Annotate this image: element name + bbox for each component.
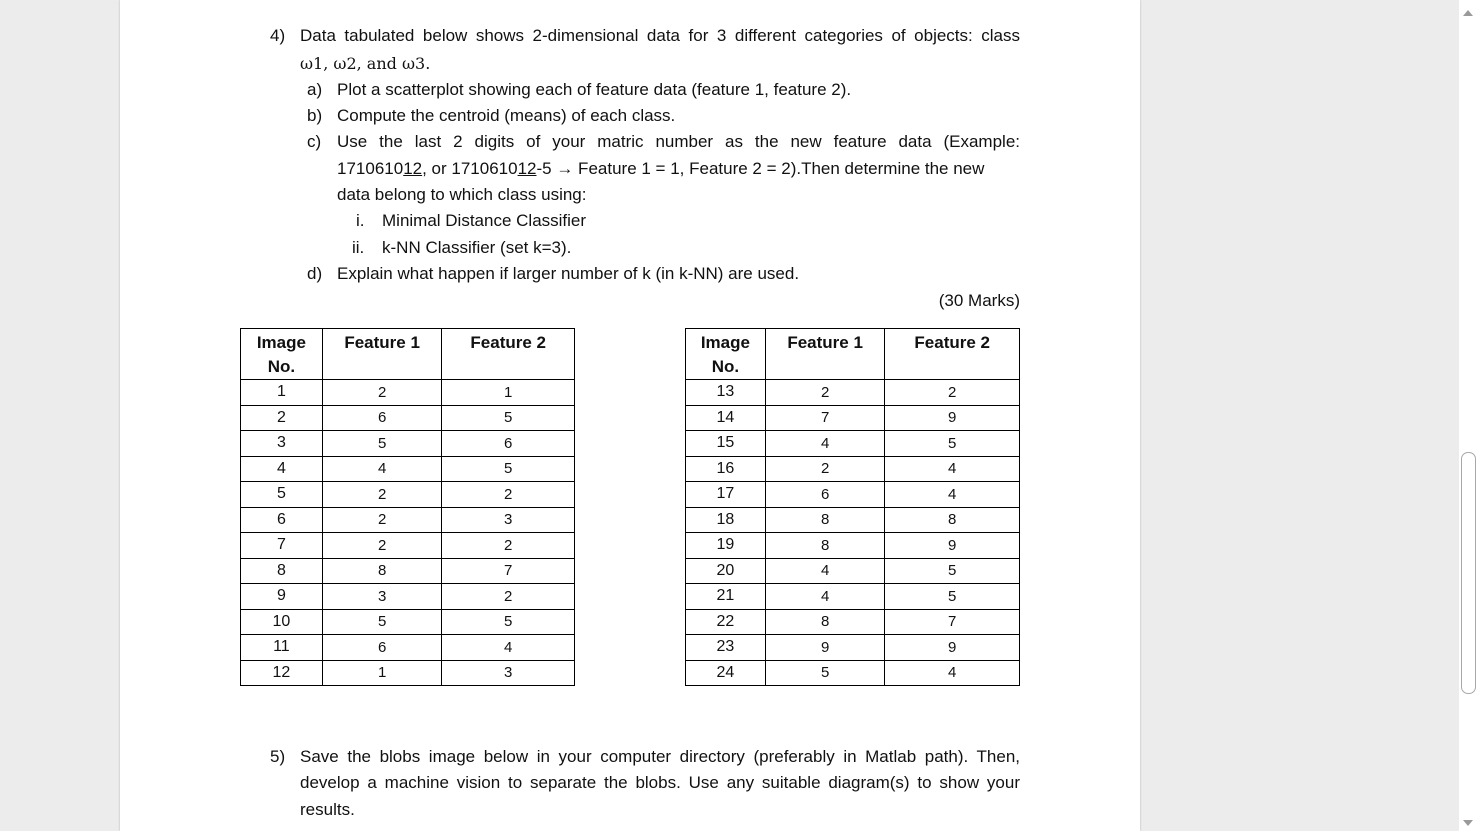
table-row (241, 507, 575, 533)
part-c-text: Use the last 2 digits of your matric number as the new feature data (Example: (337, 132, 1020, 151)
header-feature-1: Feature 1 (765, 329, 885, 380)
header-image-no: Image No. (686, 329, 766, 380)
marks-label: (30 Marks) (938, 291, 1020, 310)
feature-2-cell: 8 (885, 507, 1020, 533)
feature-1-cell: 3 (322, 584, 442, 610)
image-no-cell: 12 (241, 660, 323, 686)
feature-1-cell: 2 (322, 533, 442, 559)
image-no-cell: 18 (686, 507, 766, 533)
scroll-down-arrow-icon[interactable] (1463, 820, 1473, 826)
image-no-cell: 7 (241, 533, 323, 559)
image-no-cell: 8 (241, 558, 323, 584)
image-no-cell: 4 (241, 456, 323, 482)
feature-2-cell: 2 (885, 380, 1020, 406)
table-header-row (686, 329, 1020, 380)
feature-2-cell: 2 (442, 584, 575, 610)
scrollbar-thumb[interactable] (1461, 452, 1476, 694)
image-no-cell: 16 (686, 456, 766, 482)
feature-1-cell: 2 (322, 482, 442, 508)
feature-1-cell: 8 (765, 507, 885, 533)
header-feature-2: Feature 2 (885, 329, 1020, 380)
subpart-i-text: Minimal Distance Classifier (382, 211, 587, 230)
image-no-cell: 10 (241, 609, 323, 635)
feature-1-cell: 4 (322, 456, 442, 482)
example-digits-2: 12 (517, 159, 537, 178)
feature-1-cell: 2 (322, 507, 442, 533)
table-row (686, 456, 1020, 482)
document-page (120, 0, 1140, 831)
data-table-right (685, 328, 1020, 686)
feature-1-cell: 8 (765, 533, 885, 559)
subpart-i-label: i. (356, 211, 365, 230)
image-no-cell: 9 (241, 584, 323, 610)
image-no-cell: 17 (686, 482, 766, 508)
table-row (241, 609, 575, 635)
feature-2-cell: 2 (442, 482, 575, 508)
feature-2-cell: 3 (442, 507, 575, 533)
example-prefix-1: 1710610 (337, 159, 404, 178)
feature-2-cell: 5 (885, 584, 1020, 610)
header-feature-1: Feature 1 (322, 329, 442, 380)
image-no-cell: 23 (686, 635, 766, 661)
table-row (686, 405, 1020, 431)
image-no-cell: 14 (686, 405, 766, 431)
image-no-cell: 21 (686, 584, 766, 610)
part-a-label: a) (307, 80, 323, 99)
image-no-cell: 19 (686, 533, 766, 559)
feature-2-cell: 6 (442, 431, 575, 457)
feature-1-cell: 4 (765, 431, 885, 457)
image-no-cell: 13 (686, 380, 766, 406)
feature-2-cell: 4 (885, 660, 1020, 686)
feature-2-cell: 9 (885, 533, 1020, 559)
feature-2-cell: 3 (442, 660, 575, 686)
data-table-left (240, 328, 575, 686)
feature-1-cell: 2 (765, 456, 885, 482)
table-row (241, 456, 575, 482)
question-4-intro-line2: ω1, ω2, and ω3. (300, 54, 431, 73)
table-row (241, 380, 575, 406)
feature-2-cell: 7 (442, 558, 575, 584)
image-no-cell: 1 (241, 380, 323, 406)
feature-1-cell: 4 (765, 584, 885, 610)
table-row (241, 533, 575, 559)
table-header-row (241, 329, 575, 380)
table-row (686, 584, 1020, 610)
question-5-number: 5) (270, 747, 286, 766)
part-c-line3: data belong to which class using: (337, 185, 587, 204)
feature-2-cell: 5 (442, 456, 575, 482)
table-row (241, 431, 575, 457)
feature-2-cell: 5 (442, 609, 575, 635)
image-no-cell: 3 (241, 431, 323, 457)
question-5-line1: Save the blobs image below in your computer directory (preferably in Matlab path). Then, (300, 747, 1020, 766)
feature-2-cell: 5 (885, 431, 1020, 457)
scroll-up-arrow-icon[interactable] (1463, 10, 1473, 16)
table-row (241, 584, 575, 610)
table-row (686, 558, 1020, 584)
feature-1-cell: 2 (322, 380, 442, 406)
part-b-label: b) (307, 106, 323, 125)
image-no-cell: 5 (241, 482, 323, 508)
feature-1-cell: 5 (765, 660, 885, 686)
part-d-label: d) (307, 264, 323, 283)
feature-1-cell: 1 (322, 660, 442, 686)
feature-2-cell: 9 (885, 405, 1020, 431)
table-row (241, 405, 575, 431)
image-no-cell: 24 (686, 660, 766, 686)
feature-1-cell: 6 (322, 635, 442, 661)
table-row (686, 660, 1020, 686)
table-row (686, 533, 1020, 559)
table-row (686, 482, 1020, 508)
feature-2-cell: 9 (885, 635, 1020, 661)
feature-2-cell: 4 (442, 635, 575, 661)
image-no-cell: 15 (686, 431, 766, 457)
feature-2-cell: 4 (885, 456, 1020, 482)
feature-1-cell: 4 (765, 558, 885, 584)
feature-1-cell: 6 (765, 482, 885, 508)
feature-1-cell: 7 (765, 405, 885, 431)
header-image-no: Image No. (241, 329, 323, 380)
feature-1-cell: 9 (765, 635, 885, 661)
question-5-line3: results. (300, 800, 355, 819)
question-5-line2: develop a machine vision to separate the blobs. Use any suitable diagram(s) to show your (300, 773, 1020, 792)
feature-1-cell: 8 (765, 609, 885, 635)
feature-2-cell: 1 (442, 380, 575, 406)
part-c-label: c) (307, 132, 322, 151)
table-row (686, 431, 1020, 457)
feature-1-cell: 5 (322, 431, 442, 457)
feature-1-cell: 5 (322, 609, 442, 635)
part-a-text: Plot a scatterplot showing each of feature data (feature 1, feature 2). (337, 80, 852, 99)
header-feature-2: Feature 2 (442, 329, 575, 380)
feature-2-cell: 7 (885, 609, 1020, 635)
question-4-intro-line1: Data tabulated below shows 2-dimensional data for 3 different categories of objects: class (300, 26, 1020, 45)
question-4-number: 4) (270, 26, 286, 45)
feature-1-cell: 2 (765, 380, 885, 406)
example-mid: , or 1710610 (422, 159, 518, 178)
table-row (686, 380, 1020, 406)
table-row (686, 609, 1020, 635)
part-c-line2 (337, 159, 984, 179)
example-suffix: -5 → Feature 1 = 1, Feature 2 = 2).Then determine the new (536, 159, 985, 178)
table-row (241, 482, 575, 508)
example-digits-1: 12 (403, 159, 423, 178)
image-no-cell: 2 (241, 405, 323, 431)
subpart-ii-label: ii. (352, 238, 365, 257)
image-no-cell: 20 (686, 558, 766, 584)
feature-2-cell: 2 (442, 533, 575, 559)
table-row (241, 660, 575, 686)
table-row (241, 558, 575, 584)
table-row (686, 635, 1020, 661)
feature-2-cell: 4 (885, 482, 1020, 508)
part-d-text: Explain what happen if larger number of k (in k-NN) are used. (337, 264, 800, 283)
feature-1-cell: 8 (322, 558, 442, 584)
image-no-cell: 22 (686, 609, 766, 635)
table-row (686, 507, 1020, 533)
part-b-text: Compute the centroid (means) of each class. (337, 106, 676, 125)
feature-1-cell: 6 (322, 405, 442, 431)
table-row (241, 635, 575, 661)
vertical-scrollbar[interactable] (1459, 0, 1477, 831)
feature-2-cell: 5 (442, 405, 575, 431)
feature-2-cell: 5 (885, 558, 1020, 584)
subpart-ii-text: k-NN Classifier (set k=3). (382, 238, 572, 257)
image-no-cell: 6 (241, 507, 323, 533)
image-no-cell: 11 (241, 635, 323, 661)
